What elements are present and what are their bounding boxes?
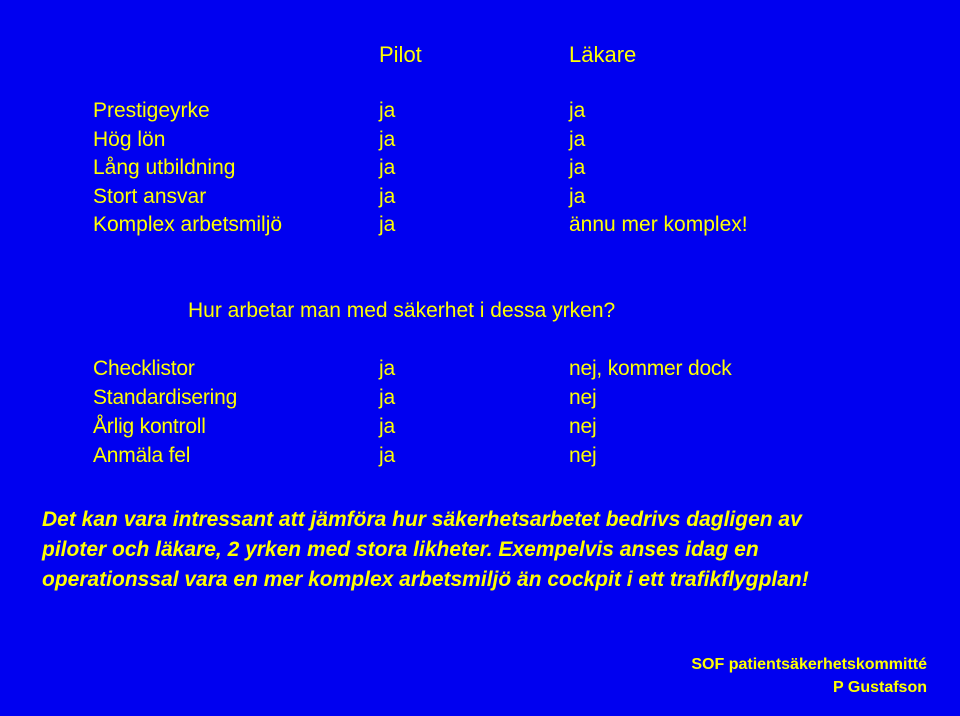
row-label: Lång utbildning xyxy=(93,156,236,179)
row-label: Årlig kontroll xyxy=(93,415,206,438)
lakare-value: ja xyxy=(569,99,586,122)
column-header-pilot: Pilot xyxy=(379,42,422,67)
section1-pilot-values xyxy=(379,97,395,240)
row-label: Komplex arbetsmiljö xyxy=(93,213,283,236)
lakare-value: ja xyxy=(569,127,586,151)
summary-paragraph xyxy=(42,505,809,595)
pilot-value: ja xyxy=(379,415,395,438)
paragraph-line: piloter och läkare, 2 yrken med stora likheter. Exempelvis anses idag en xyxy=(42,538,759,561)
lakare-value: ännu mer komplex! xyxy=(569,213,748,236)
lakare-value: nej xyxy=(569,444,597,467)
pilot-value: ja xyxy=(379,386,395,409)
lakare-value: nej xyxy=(569,415,597,438)
row-label: Prestigeyrke xyxy=(93,99,210,122)
lakare-value: nej, kommer dock xyxy=(569,357,732,380)
paragraph-line: operationssal vara en mer komplex arbetsmiljö än cockpit i ett trafikflygplan! xyxy=(42,568,809,591)
pilot-value: ja xyxy=(379,99,396,122)
section1-labels xyxy=(93,97,282,240)
row-label: Anmäla fel xyxy=(93,444,191,467)
section2-pilot-values xyxy=(379,354,395,470)
pilot-value: ja xyxy=(379,156,396,179)
pilot-value: ja xyxy=(379,357,395,380)
section1-lakare-values xyxy=(569,97,748,240)
column-header-lakare: Läkare xyxy=(569,42,637,67)
footer-org: SOF patientsäkerhetskommitté xyxy=(691,656,927,673)
footer-author: P Gustafson xyxy=(833,679,927,696)
row-label: Stort ansvar xyxy=(93,184,207,208)
paragraph-line: Det kan vara intressant att jämföra hur säkerhetsarbetet bedrivs dagligen av xyxy=(42,508,802,531)
pilot-value: ja xyxy=(379,444,395,467)
row-label: Hög lön xyxy=(93,127,166,151)
pilot-value: ja xyxy=(379,213,396,236)
row-label: Standardisering xyxy=(93,386,238,409)
section2-lakare-values xyxy=(569,354,732,470)
question-heading: Hur arbetar man med säkerhet i dessa yrken? xyxy=(188,299,616,322)
pilot-value: ja xyxy=(379,127,396,151)
section2-labels xyxy=(93,354,237,470)
lakare-value: ja xyxy=(569,156,586,179)
row-label: Checklistor xyxy=(93,357,195,380)
lakare-value: ja xyxy=(569,184,586,208)
lakare-value: nej xyxy=(569,386,597,409)
pilot-value: ja xyxy=(379,184,396,208)
